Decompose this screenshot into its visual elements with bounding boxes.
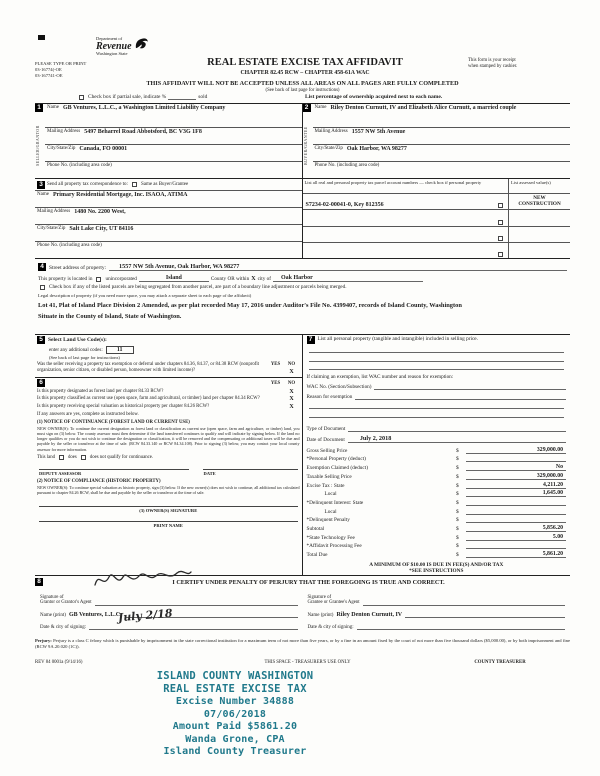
fee-label: Gross Selling Price (306, 447, 348, 454)
seller-name-value: GB Ventures, L.L.C., a Washington Limited Liability Company (62, 105, 226, 111)
dollar-sign: $ (456, 525, 459, 532)
fee-value (466, 548, 566, 549)
q5-no-cell[interactable]: X (289, 369, 294, 375)
seller-phone-label: Phone No. (including area code) (47, 163, 112, 169)
grantee-signature-block (303, 591, 571, 630)
notice-continuance-body: NEW OWNER(S): To continue the current designation as forest land or classification as current use (open space, farm and agriculture, or timber) land, you must sign on (3) below. The county assessor must then determine if the land transferred continues to qualify and will indicate by signing below. If the land no longer qualifies or you do not wish to continue the designation or classification, it will be removed and the compensating or additional taxes will be due and payable by the seller or transferor at the time of sale. (RCW 84.33.140 or RCW 84.34.108). Prior to signing (3) below, you may contact your local county assessor for more information. (37, 425, 300, 452)
personal-property-line-3 (309, 362, 565, 371)
section-2-number: 2 (303, 104, 311, 112)
buyer-side-label: BUYER/GRANTEE (302, 126, 308, 165)
new-construction-line1: NEW (533, 195, 546, 201)
dollar-sign: $ (456, 473, 459, 480)
fee-value: 1,645.00 (466, 490, 566, 497)
grantor-signature-handwriting (93, 565, 193, 591)
exemption-claim-label: If claiming an exemption, list WAC number and reason for exemption: (306, 374, 454, 381)
buyer-section (303, 104, 571, 178)
parcel-number-value: S7234-02-00041-0, Key 812356 (305, 202, 384, 209)
q1-yes-cell[interactable] (268, 389, 284, 395)
parcel-numbers-header: List all real and personal property tax parcel account numbers — check box if personal property (304, 180, 482, 185)
fee-value (466, 505, 566, 506)
print-name-label[interactable]: PRINT NAME (39, 521, 298, 528)
certify-statement: I CERTIFY UNDER PENALTY OF PERJURY THAT THE FOREGOING IS TRUE AND CORRECT. (172, 578, 445, 586)
see-instructions-note: *SEE INSTRUCTIONS (409, 568, 464, 574)
no-header-5: NO (287, 362, 296, 367)
receipt-note-line1: This form is your receipt (468, 58, 516, 63)
exemption-deferral-question: Was the seller receiving a property tax exemption or deferral under chapters 84.36, 84.37, or 84.38 RCW (nonprofit organization, senior citizen, or disabled person, homeowner with limited income)? (37, 362, 259, 373)
receipt-note-line2: when stamped by cashier. (468, 64, 518, 70)
wac-number-line (374, 383, 566, 390)
partial-sale-label: Check box if partial sale, indicate % (88, 94, 167, 100)
left-column (35, 335, 303, 575)
current-use-question: Is this property classified as current use (open space, farm and agricultural, or timber) land per chapter 84.34 RCW? (37, 396, 260, 401)
fee-label: Local (324, 508, 337, 515)
fee-value: 5,861.20 (466, 551, 566, 558)
land-does-not-checkbox[interactable] (81, 455, 86, 460)
dor-swoosh-icon (134, 37, 149, 50)
grantor-date-handwriting: July 2/18 (117, 606, 174, 625)
within-city-checkbox-mark[interactable]: X (251, 276, 256, 282)
stamp-amount-paid: Amount Paid $5861.20 (172, 721, 298, 733)
buyer-address-label: Mailing Address (314, 129, 348, 135)
located-in-label: This property is located in (38, 276, 93, 282)
notice-compliance-body: NEW OWNER(S): To continue special valuation as historic property, sign (3) below. If the new owner(s) does not wish to continue, all additional tax calculated pursuant to chapter 84.26 RCW, shall be due and payable by the seller or transferor at the time of sale. (37, 485, 300, 496)
designation-section (35, 378, 302, 575)
new-construction-line2: CONSTRUCTION (518, 201, 561, 208)
stamp-reet-line: REAL ESTATE EXCISE TAX (163, 683, 307, 696)
seller-section (35, 104, 303, 178)
grantee-signature-line[interactable] (363, 599, 565, 606)
section-8-number: 8 (35, 578, 43, 586)
parcel-table (303, 179, 571, 258)
dollar-sign: $ (456, 456, 459, 463)
owners-signature-label[interactable]: (3) OWNER(S) SIGNATURE (39, 506, 298, 513)
dollar-sign: $ (456, 491, 459, 498)
reason-exemption-line (355, 393, 566, 400)
grantor-name-print-label: Name (print) (40, 613, 66, 618)
city-name-value: Oak Harbor (273, 275, 423, 282)
partial-sale-checkbox[interactable] (79, 95, 84, 100)
deputy-assessor-label: DEPUTY ASSESSOR (39, 469, 189, 476)
perjury-notice (35, 638, 570, 651)
dollar-sign: $ (456, 552, 459, 558)
fee-label: Total Due (306, 552, 328, 558)
completion-warning: THIS AFFIDAVIT WILL NOT BE ACCEPTED UNLESS ALL AREAS ON ALL PAGES ARE FULLY COMPLETED (146, 80, 459, 87)
fee-value: 4,211.20 (466, 482, 566, 489)
partial-sale-percent-line (168, 94, 196, 100)
personal-property-section (303, 335, 571, 575)
fee-row (307, 471, 567, 480)
q5-yes-cell[interactable] (268, 369, 284, 375)
stamp-date: 07/06/2018 (203, 708, 267, 720)
fee-value: 329,000.00 (466, 473, 566, 480)
q2-yes-cell[interactable] (268, 396, 284, 402)
assessed-values-header: List assessed value(s) (508, 179, 570, 193)
fee-value: 5.00 (466, 534, 566, 541)
buyer-citystatezip-value: Oak Harbor, WA 98277 (346, 146, 407, 153)
grantor-sig-label-line2: Grantor or Grantor's Agent (40, 600, 92, 606)
county-name-value: Island (139, 275, 209, 282)
grantor-name-value: GB Ventures, L.L.C. (68, 612, 122, 618)
please-type-label: PLEASE TYPE OR PRINT (35, 61, 87, 66)
buyer-name-label: Name (314, 105, 327, 110)
seller-address-value: 5497 Beharrel Road Abbotsford, BC V3G 1F8 (84, 129, 202, 136)
dollar-sign: $ (456, 499, 459, 506)
exemption-extra-line-2 (309, 409, 565, 418)
correspondence-name-label: Name (37, 192, 49, 197)
q3-yes-cell[interactable] (268, 404, 284, 410)
correspondence-citystatezip-value: Salt Lake City, UT 84116 (69, 226, 134, 232)
section-6-number: 6 (37, 379, 45, 387)
stamp-treasurer-name: Wanda Grone, CPA (185, 733, 285, 745)
historic-property-question: Is this property receiving special valuation as historical property per chapter 84.26 RCW? (37, 403, 210, 409)
buyer-address-value: 1557 NW 5th Avenue (351, 129, 406, 136)
middle-columns (35, 334, 570, 576)
fee-row (307, 445, 567, 454)
partial-sale-row (35, 94, 570, 100)
form-title: REAL ESTATE EXCISE TAX AFFIDAVIT (207, 57, 403, 68)
fee-value (466, 461, 566, 462)
personal-property-checkbox-1[interactable] (498, 203, 503, 208)
dollar-sign: $ (456, 447, 459, 454)
seller-citystatezip-value: Canada, FO 00001 (79, 146, 128, 153)
perjury-text: Perjury is a class C felony which is punishable by imprisonment in the state correctional institution for a maximum term of not more than five years, or by a fine in an amount fixed by the court of not more than five thousand dollars ($5,000.00), or by both imprisonment and fine (RCW 9A.20.020 (1C)). (35, 638, 570, 650)
same-as-buyer-checkbox[interactable] (132, 182, 137, 187)
date-of-document-label: Date of Document (306, 437, 345, 444)
dollar-sign: $ (456, 517, 459, 524)
grantee-name-line (405, 611, 565, 618)
footer-row (35, 660, 570, 665)
reason-exemption-label: Reason for exemption (306, 394, 353, 401)
type-of-document-line (348, 425, 566, 432)
correspondence-address-label: Mailing Address (37, 209, 71, 214)
unincorporated-checkbox[interactable] (96, 277, 101, 282)
does-not-label: does not qualify for continuance. (89, 455, 154, 461)
personal-property-line-1 (309, 344, 565, 353)
street-address-label: Street address of property: (49, 265, 107, 271)
form-title-block (140, 57, 470, 76)
land-does-checkbox[interactable] (59, 455, 64, 460)
perjury-label: Perjury: (35, 638, 52, 643)
fee-value (466, 522, 566, 523)
stamp-excise-number: Excise Number 34888 (175, 696, 295, 708)
form-chapter: CHAPTER 82.45 RCW – CHAPTER 458-61A WAC (240, 70, 370, 76)
fee-row (307, 523, 567, 532)
parcel-row-3 (303, 227, 571, 243)
section-7-number: 7 (307, 336, 315, 344)
q2-no-cell[interactable]: X (289, 396, 294, 402)
fee-value: 5,856.20 (466, 525, 566, 532)
grantee-name-value: Riley Denton Curnutt, IV (336, 612, 403, 618)
dor-logo (96, 37, 149, 57)
seller-side-label: SELLER/GRANTOR (35, 125, 40, 166)
send-correspondence-label: Send all property tax correspondence to: (47, 182, 128, 187)
unincorporated-label: unincorporated (105, 276, 137, 282)
section-5-number: 5 (37, 336, 45, 344)
dollar-sign: $ (456, 534, 459, 541)
grantor-signature-block (35, 591, 303, 630)
exemption-extra-line-1 (309, 400, 565, 409)
buyer-name-value: Riley Denton Curnutt, IV and Elizabeth Alice Curnutt, a married couple (330, 105, 517, 111)
yes-header-6: YES (270, 380, 281, 386)
no-header-6: NO (287, 380, 296, 386)
fee-label: *Delinquent Penalty (306, 517, 350, 524)
date-of-document-value: July 2, 2018 (348, 435, 566, 443)
seller-address-label: Mailing Address (47, 129, 81, 135)
dollar-sign: $ (456, 508, 459, 515)
personal-property-label: List all personal property (tangible and intangible) included in selling price. (317, 336, 478, 342)
fee-row (307, 480, 567, 489)
notice-continuance-title: (1) NOTICE OF CONTINUANCE (FOREST LAND OR CURRENT USE) (37, 419, 190, 425)
land-use-see-back: (See back of last page for instructions) (49, 355, 120, 360)
land-use-label: Select Land Use Code(s): (48, 337, 107, 343)
registration-mark (38, 35, 45, 40)
grantor-sig-label-line1: Signature of (40, 594, 64, 600)
this-land-label: This land (37, 455, 55, 461)
correspondence-address-value: 1480 No. 2200 West, (74, 209, 126, 215)
personal-property-checkbox-3[interactable] (498, 236, 503, 241)
city-of-label: city of (257, 276, 271, 282)
fee-table (307, 445, 567, 558)
same-as-buyer-label: Same as Buyer/Grantee (140, 182, 189, 187)
treasurer-stamp (115, 670, 355, 759)
form-revision: REV 84 0001a (9/14/16) (35, 660, 83, 665)
correspondence-citystatezip-label: City/State/Zip (37, 226, 66, 231)
fee-row (307, 506, 567, 515)
stamp-treasurer-title: Island County Treasurer (163, 746, 307, 758)
fee-label: Excise Tax : State (306, 482, 345, 489)
land-use-code-value[interactable]: 11 (106, 346, 134, 354)
fee-value (466, 514, 566, 515)
personal-property-checkbox-4[interactable] (498, 252, 503, 257)
dollar-sign: $ (456, 465, 459, 472)
q1-no-cell[interactable]: X (289, 388, 294, 395)
sold-label: sold (198, 94, 208, 100)
seller-citystatezip-label: City/State/Zip (47, 146, 76, 152)
date-label: DATE (203, 469, 297, 476)
forest-land-question: Is this property designated as forest land per chapter 84.33 RCW? (37, 388, 164, 394)
legal-description-label: Legal description of property (if you need more space, you may attach a separate sheet to each page of the affidavit) (38, 293, 252, 298)
seller-name-label: Name (47, 105, 59, 110)
wac-number-label: WAC No. (Section/Subsection) (306, 384, 372, 391)
if-yes-note: If any answers are yes, complete as instructed below. (37, 411, 139, 417)
does-label: does (68, 455, 77, 461)
stamp-county-line: ISLAND COUNTY WASHINGTON (156, 670, 314, 682)
fee-label: *Affidavit Processing Fee (306, 543, 362, 550)
grantor-date-city-label: Date & city of signing: (40, 625, 87, 630)
section-1-number: 1 (35, 104, 43, 112)
grantee-date-line[interactable] (357, 623, 565, 630)
fee-label: Local (324, 491, 337, 498)
correspondence-phone-label: Phone No. (including area code) (37, 243, 102, 248)
certification-section (35, 576, 570, 634)
parcel-row-2 (303, 210, 571, 226)
fee-label: Taxable Selling Price (306, 473, 352, 480)
section-4-number: 4 (38, 263, 46, 271)
property-location-section (35, 258, 570, 334)
street-address-value: 1557 NW 5th Avenue, Oak Harbor, WA 98277 (109, 263, 567, 271)
fee-label: *State Technology Fee (306, 534, 355, 541)
grantee-date-city-label: Date & city of signing: (307, 625, 354, 630)
fee-row (307, 454, 567, 463)
ownership-percentage-note: List percentage of ownership acquired next to each name. (305, 94, 443, 100)
fee-label: Exemption Claimed (deduct) (306, 465, 368, 472)
fee-row (307, 541, 567, 550)
logo-dept-text: Department of (96, 36, 123, 41)
grantee-sig-label-line2: Grantee or Grantee's Agent (307, 600, 360, 606)
buyer-citystatezip-label: City/State/Zip (314, 146, 343, 152)
correspondence-left (35, 179, 303, 258)
grantor-signature-line[interactable] (95, 599, 298, 606)
type-of-document-label: Type of Document (306, 426, 346, 433)
land-use-section (35, 335, 302, 378)
segregated-label: Check box if any of the listed parcels are being segregated from another parcel, are part of a boundary line adjustment or parcels being merged. (49, 284, 347, 290)
fee-row (307, 515, 567, 524)
minimum-due-note: A MINIMUM OF $10.00 IS DUE IN FEE(S) AND/OR TAX (369, 562, 504, 568)
fee-label: Subtotal (306, 525, 325, 532)
correspondence-name-value: Primary Residential Mortgage, Inc. ISAOA, ATIMA (52, 192, 188, 198)
correspondence-section (35, 178, 570, 258)
situate-statement: Situate in the County of Island, State of Washington. (38, 313, 182, 321)
fee-label: *Personal Property (deduct) (306, 456, 366, 463)
parcel-row-1 (303, 194, 571, 210)
form-code-2: 03-167741-OE (35, 73, 63, 78)
additional-codes-label: enter any additional codes: (49, 347, 103, 353)
section-3-number: 3 (37, 181, 45, 189)
notice-compliance-title: (2) NOTICE OF COMPLIANCE (HISTORIC PROPERTY) (37, 479, 161, 485)
logo-revenue-text: Revenue (96, 40, 132, 52)
fee-row (307, 532, 567, 541)
grantee-name-print-label: Name (print) (307, 613, 334, 618)
fee-row (307, 489, 567, 498)
fee-row (307, 497, 567, 506)
see-back-note: (See back of last page for instructions) (265, 88, 340, 93)
buyer-phone-label: Phone No. (including area code) (314, 163, 380, 169)
dollar-sign: $ (456, 482, 459, 489)
grantee-sig-label-line1: Signature of (307, 594, 332, 600)
parcel-row-4 (303, 243, 571, 258)
parties-section (35, 103, 570, 178)
personal-property-checkbox-2[interactable] (498, 220, 503, 225)
dollar-sign: $ (456, 543, 459, 550)
county-treasurer-label: COUNTY TREASURER (474, 660, 526, 665)
fee-row (307, 549, 567, 558)
form-code-1: 03-16774(-OE (35, 67, 62, 72)
fee-value: 329,000.00 (466, 447, 566, 454)
logo-state-text: Washington State (96, 50, 128, 56)
receipt-note (468, 58, 572, 70)
fee-value: No (466, 464, 566, 471)
q3-no-cell[interactable]: X (289, 403, 294, 410)
yes-header-5: YES (270, 362, 281, 367)
county-or-label: County OR within (210, 276, 250, 282)
fee-label: *Delinquent Interest: State (306, 499, 364, 506)
treasurer-space-label: THIS SPACE - TREASURER'S USE ONLY (264, 660, 351, 665)
fee-row (307, 462, 567, 471)
segregated-checkbox[interactable] (40, 285, 45, 290)
legal-description-value: Lot 41, Plat of Island Place Division 2 Amended, as per plat recorded May 17, 2016 under Auditor's File No. 4399407, records of Island County, Washington (38, 302, 462, 309)
personal-property-line-2 (309, 353, 565, 362)
